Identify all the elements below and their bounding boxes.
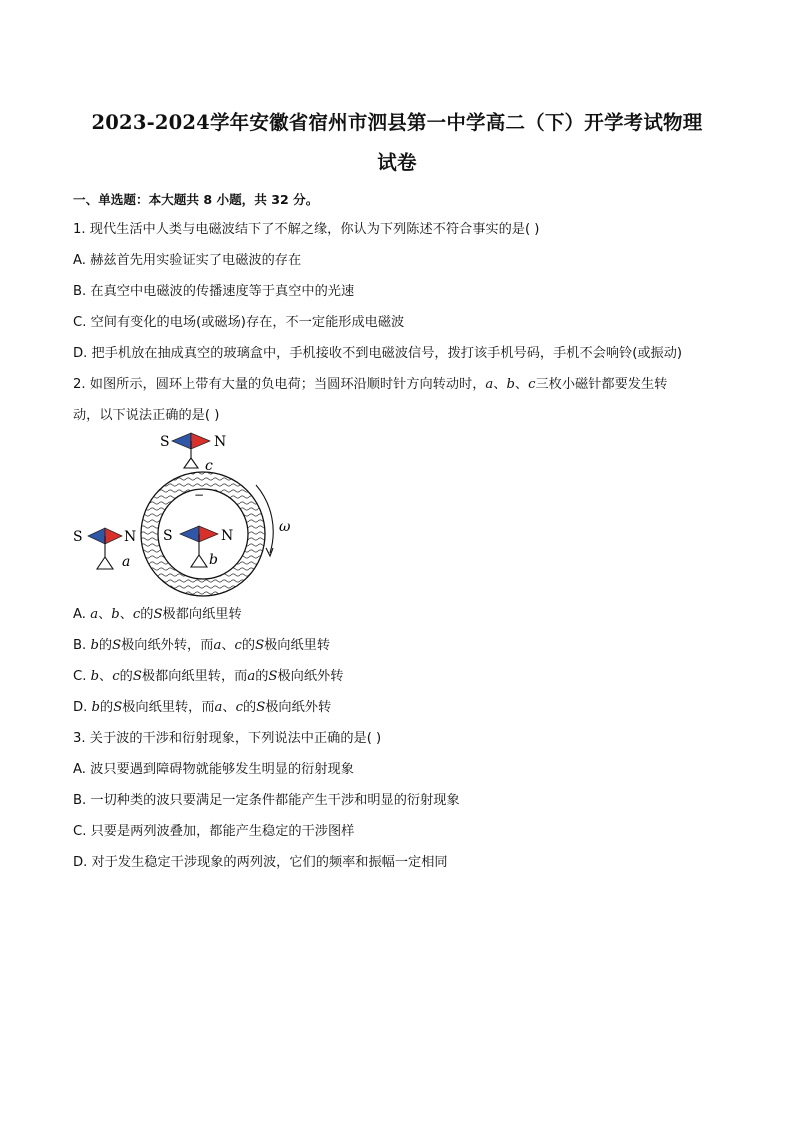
exam-title-line1: 2023-2024学年安徽省宿州市泗县第一中学高二（下）开学考试物理 xyxy=(91,111,703,134)
q1-option-c: C. 空间有变化的电场(或磁场)存在，不一定能形成电磁波 xyxy=(73,315,405,330)
separator: 、 xyxy=(493,377,507,392)
label-n-b: N xyxy=(221,528,234,544)
option-text: 极都向纸里转 xyxy=(162,607,242,622)
label-b: b xyxy=(209,552,218,568)
separator: 、 xyxy=(222,700,236,715)
exam-title-line2: 试卷 xyxy=(377,151,417,174)
var-s: S xyxy=(255,638,265,653)
var-a: a xyxy=(213,638,222,653)
q3-stem: 3. 关于波的干涉和衍射现象，下列说法中正确的是( ) xyxy=(73,731,382,746)
var-c: c xyxy=(234,638,242,653)
separator: 、 xyxy=(99,669,113,684)
var-s: S xyxy=(132,669,142,684)
q2-stem-post: 三枚小磁针都要发生转 xyxy=(535,377,668,392)
label-c: c xyxy=(205,458,213,474)
option-text: 极向纸外转 xyxy=(265,700,332,715)
var-c: c xyxy=(528,377,536,392)
label-s-a: S xyxy=(73,529,83,545)
q3-option-d: D. 对于发生稳定干涉现象的两列波，它们的频率和振幅一定相同 xyxy=(73,855,448,870)
var-c: c xyxy=(132,607,141,622)
q2-figure-ring-compass xyxy=(60,428,310,600)
separator: 、 xyxy=(514,377,529,392)
option-text: 极都向纸里转，而 xyxy=(141,669,248,684)
var-a: a xyxy=(247,669,256,684)
q2-stem-line2: 动，以下说法正确的是( ) xyxy=(73,408,220,423)
var-c: c xyxy=(235,700,243,715)
option-letter: C. xyxy=(73,669,91,684)
separator: 、 xyxy=(98,607,112,622)
q3-option-c: C. 只要是两列波叠加，都能产生稳定的干涉图样 xyxy=(73,824,355,839)
option-text: 极向纸里转，而 xyxy=(122,700,215,715)
option-text: 极向纸外转 xyxy=(277,669,344,684)
option-text: 极向纸外转，而 xyxy=(121,638,214,653)
label-s-b: S xyxy=(163,528,173,544)
label-n-c: N xyxy=(214,434,227,450)
q2-option-c xyxy=(73,665,343,684)
label-n-a: N xyxy=(124,529,137,545)
q2-stem-line1 xyxy=(73,373,667,392)
var-s: S xyxy=(112,638,122,653)
option-text: 的 xyxy=(140,607,154,622)
var-s: S xyxy=(268,669,278,684)
option-text: 的 xyxy=(119,669,133,684)
q2-option-d xyxy=(73,696,331,715)
var-b: b xyxy=(91,700,100,715)
q2-option-b xyxy=(73,634,330,653)
option-letter: D. xyxy=(73,700,92,715)
option-text: 的 xyxy=(100,700,114,715)
separator: 、 xyxy=(221,638,235,653)
var-s: S xyxy=(256,700,266,715)
q1-option-a: A. 赫兹首先用实验证实了电磁波的存在 xyxy=(73,253,302,268)
var-b: b xyxy=(90,638,99,653)
q1-option-b: B. 在真空中电磁波的传播速度等于真空中的光速 xyxy=(73,284,355,299)
ring-minus-top: − xyxy=(194,488,205,502)
option-text: 极向纸里转 xyxy=(264,638,331,653)
option-text: 的 xyxy=(255,669,269,684)
var-s: S xyxy=(113,700,123,715)
var-c: c xyxy=(112,669,120,684)
var-s: S xyxy=(153,607,163,622)
option-letter: A. xyxy=(73,607,91,622)
q3-option-a: A. 波只要遇到障碍物就能够发生明显的衍射现象 xyxy=(73,762,354,777)
omega-label: ω xyxy=(279,519,291,535)
q3-option-b: B. 一切种类的波只要满足一定条件都能产生干涉和明显的衍射现象 xyxy=(73,793,460,808)
option-text: 的 xyxy=(241,638,256,653)
q1-stem: 1. 现代生活中人类与电磁波结下了不解之缘，你认为下列陈述不符合事实的是( ) xyxy=(73,222,540,237)
var-b: b xyxy=(90,669,100,684)
section-heading-single-choice: 一、单选题：本大题共 8 小题，共 32 分。 xyxy=(73,192,319,207)
compass-needle-a xyxy=(88,528,122,569)
q2-option-a xyxy=(73,603,242,622)
var-b: b xyxy=(111,607,120,622)
option-text: 的 xyxy=(243,700,257,715)
var-a: a xyxy=(485,377,494,392)
option-text: 的 xyxy=(98,638,113,653)
option-letter: B. xyxy=(73,638,91,653)
label-a: a xyxy=(122,554,131,570)
var-a: a xyxy=(90,607,99,622)
q2-stem-pre: 2. 如图所示，圆环上带有大量的负电荷；当圆环沿顺时针方向转动时， xyxy=(73,377,486,392)
label-s-c: S xyxy=(160,434,170,450)
separator: 、 xyxy=(119,607,133,622)
var-a: a xyxy=(214,700,223,715)
q1-option-d: D. 把手机放在抽成真空的玻璃盒中，手机接收不到电磁波信号，拨打该手机号码，手机不会响铃(或振动) xyxy=(73,346,683,361)
var-b: b xyxy=(506,377,515,392)
